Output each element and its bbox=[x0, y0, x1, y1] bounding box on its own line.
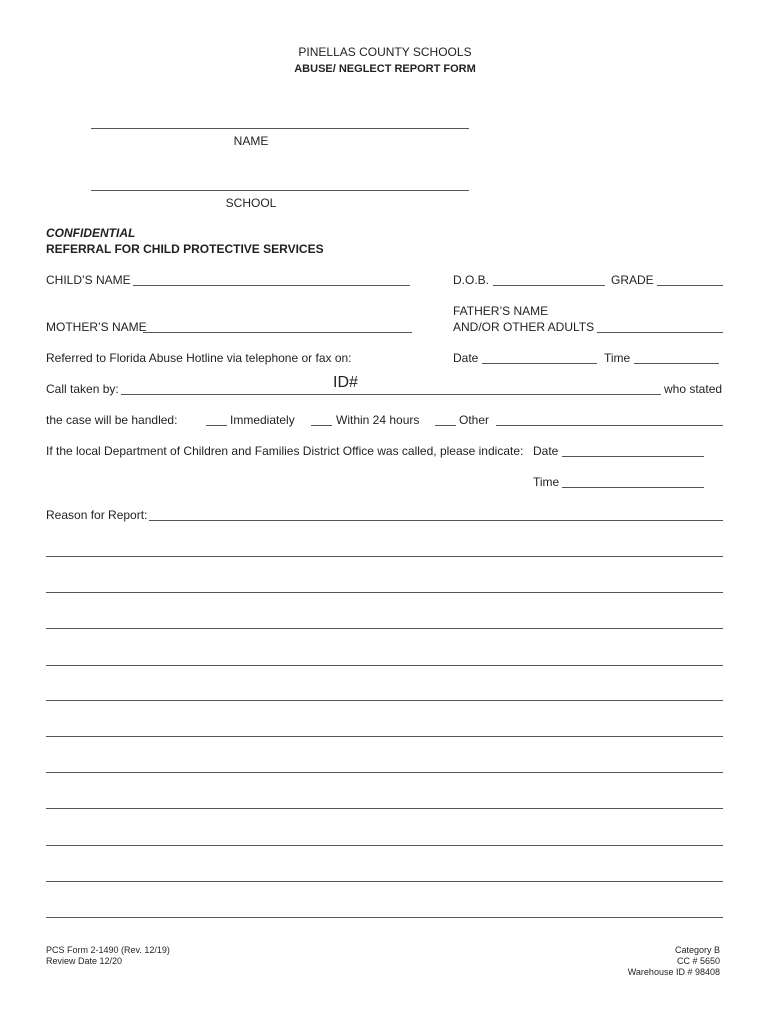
name-label: NAME bbox=[233, 134, 269, 148]
hotline-time-input[interactable] bbox=[635, 349, 718, 363]
who-stated-text: who stated bbox=[664, 382, 723, 396]
reason-line-10[interactable] bbox=[46, 881, 723, 882]
reason-line-3[interactable] bbox=[46, 628, 723, 629]
confidential-heading: CONFIDENTIAL bbox=[46, 226, 136, 240]
dcf-date-label: Date bbox=[533, 444, 559, 458]
hotline-date-label: Date bbox=[453, 351, 479, 365]
warehouse-id: Warehouse ID # 98408 bbox=[627, 967, 720, 977]
hotline-time-line bbox=[634, 363, 719, 364]
cc-number: CC # 5650 bbox=[676, 956, 720, 966]
dob-line bbox=[493, 285, 605, 286]
dcf-date-input[interactable] bbox=[563, 442, 703, 456]
reason-line-7[interactable] bbox=[46, 772, 723, 773]
hotline-date-line bbox=[482, 363, 597, 364]
school-input[interactable] bbox=[93, 176, 467, 190]
dcf-date-line bbox=[562, 456, 704, 457]
other-line bbox=[496, 425, 723, 426]
reason-input[interactable] bbox=[150, 506, 721, 520]
call-taken-label: Call taken by: bbox=[46, 382, 119, 396]
grade-line bbox=[657, 285, 723, 286]
grade-input[interactable] bbox=[658, 271, 722, 285]
child-name-line bbox=[133, 285, 410, 286]
reason-line-9[interactable] bbox=[46, 845, 723, 846]
dob-input[interactable] bbox=[494, 271, 604, 285]
immediately-check-line bbox=[206, 425, 227, 426]
within-24h-checkbox[interactable] bbox=[311, 411, 332, 425]
within-24h-label: Within 24 hours bbox=[336, 413, 420, 427]
hotline-time-label: Time bbox=[604, 351, 631, 365]
school-label: SCHOOL bbox=[225, 196, 277, 210]
other-label: Other bbox=[459, 413, 490, 427]
immediately-label: Immediately bbox=[230, 413, 295, 427]
child-name-input[interactable] bbox=[134, 271, 408, 285]
reason-line-1[interactable] bbox=[46, 556, 723, 557]
reason-line bbox=[149, 520, 723, 521]
reason-line-8[interactable] bbox=[46, 808, 723, 809]
form-id: PCS Form 2-1490 (Rev. 12/19) bbox=[46, 945, 170, 955]
call-taken-input[interactable] bbox=[122, 380, 328, 394]
other-checkbox[interactable] bbox=[435, 411, 456, 425]
id-input[interactable] bbox=[362, 380, 658, 394]
grade-label: GRADE bbox=[611, 273, 654, 287]
school-line bbox=[91, 190, 469, 191]
hotline-text: Referred to Florida Abuse Hotline via telephone or fax on: bbox=[46, 351, 352, 365]
dcf-text: If the local Department of Children and Families District Office was called, please indicate: bbox=[46, 444, 524, 458]
dob-label: D.O.B. bbox=[453, 273, 490, 287]
mother-name-line bbox=[143, 332, 412, 333]
category: Category B bbox=[674, 945, 720, 955]
reason-label: Reason for Report: bbox=[46, 508, 148, 522]
mother-name-input[interactable] bbox=[144, 318, 410, 332]
father-name-label: FATHER’S NAME bbox=[453, 304, 549, 318]
reason-line-11[interactable] bbox=[46, 917, 723, 918]
father-name-line bbox=[597, 332, 723, 333]
father-name-input[interactable] bbox=[598, 318, 722, 332]
reason-line-4[interactable] bbox=[46, 665, 723, 666]
within-24h-check-line bbox=[311, 425, 332, 426]
review-date: Review Date 12/20 bbox=[46, 956, 123, 966]
name-line bbox=[91, 128, 469, 129]
reason-line-5[interactable] bbox=[46, 700, 723, 701]
other-input[interactable] bbox=[497, 411, 721, 425]
id-label: ID# bbox=[333, 374, 358, 391]
mother-name-label: MOTHER’S NAME bbox=[46, 320, 147, 334]
call-taken-line bbox=[121, 394, 661, 395]
immediately-checkbox[interactable] bbox=[206, 411, 227, 425]
district-title: PINELLAS COUNTY SCHOOLS bbox=[298, 45, 472, 59]
hotline-date-input[interactable] bbox=[483, 349, 596, 363]
referral-heading: REFERRAL FOR CHILD PROTECTIVE SERVICES bbox=[46, 242, 324, 256]
dcf-time-label: Time bbox=[533, 475, 560, 489]
reason-line-2[interactable] bbox=[46, 592, 723, 593]
child-name-label: CHILD’S NAME bbox=[46, 273, 131, 287]
other-adults-label: AND/OR OTHER ADULTS bbox=[453, 320, 595, 334]
other-check-line bbox=[435, 425, 456, 426]
dcf-time-line bbox=[562, 487, 704, 488]
handled-label: the case will be handled: bbox=[46, 413, 178, 427]
name-input[interactable] bbox=[93, 114, 467, 128]
reason-line-6[interactable] bbox=[46, 736, 723, 737]
dcf-time-input[interactable] bbox=[563, 473, 703, 487]
form-title: ABUSE/ NEGLECT REPORT FORM bbox=[294, 63, 476, 75]
